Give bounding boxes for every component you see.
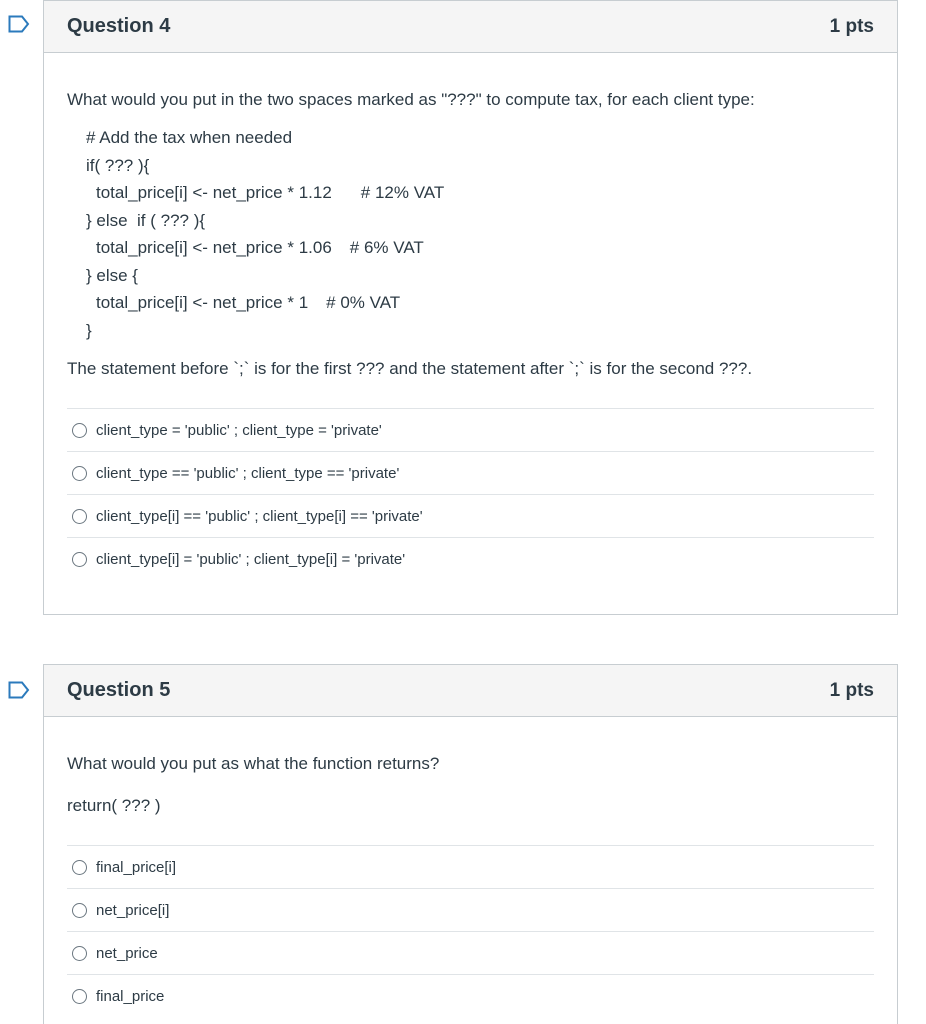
answer-label: client_type = 'public' ; client_type = 'private' (96, 421, 382, 439)
answer-label: client_type[i] == 'public' ; client_type[i] == 'private' (96, 507, 423, 525)
answer-option[interactable] (67, 495, 874, 538)
answer-label: final_price[i] (96, 858, 177, 876)
code-block (67, 124, 874, 344)
code-comment: # 0% VAT (326, 293, 401, 312)
question-5-header (44, 665, 897, 717)
radio-button[interactable] (72, 552, 87, 567)
question-points: 1 pts (829, 15, 874, 37)
code-line: } (86, 320, 92, 340)
answer-option[interactable] (67, 538, 874, 581)
answer-option[interactable] (67, 975, 874, 1018)
radio-button[interactable] (72, 423, 87, 438)
code-comment: # 6% VAT (349, 238, 424, 257)
question-note: The statement before `;` is for the first ??? and the statement after `;` is for the second ???. (67, 359, 753, 378)
answer-label: net_price[i] (96, 901, 170, 919)
question-prompt: What would you put in the two spaces marked as "???" to compute tax, for each client type: (67, 90, 755, 109)
question-4-header (44, 1, 897, 53)
question-title: Question 4 (67, 15, 171, 37)
question-title: Question 5 (67, 679, 171, 701)
code-line: # Add the tax when needed (86, 128, 293, 147)
code-line (86, 179, 874, 207)
code-line (86, 234, 874, 262)
question-5-body (44, 753, 897, 1018)
answer-option[interactable] (67, 846, 874, 889)
code-comment: # 12% VAT (360, 183, 445, 202)
radio-button[interactable] (72, 946, 87, 961)
code-line: } else { (86, 265, 138, 285)
radio-button[interactable] (72, 466, 87, 481)
radio-button[interactable] (72, 903, 87, 918)
answer-label: net_price (96, 944, 158, 962)
answer-option[interactable] (67, 409, 874, 452)
answer-option[interactable] (67, 889, 874, 932)
question-4-body (44, 89, 897, 581)
flag-question-4-icon[interactable] (8, 15, 30, 33)
code-line: } else if ( ??? ){ (86, 210, 206, 230)
answer-label: client_type[i] = 'public' ; client_type[i] = 'private' (96, 551, 406, 568)
code-line: return( ??? ) (67, 796, 161, 815)
question-points: 1 pts (829, 679, 874, 701)
answer-option[interactable] (67, 932, 874, 975)
flag-question-5-icon[interactable] (8, 681, 30, 699)
answer-list (67, 845, 874, 1018)
radio-button[interactable] (72, 989, 87, 1004)
question-4-card (43, 0, 898, 615)
answer-label: final_price (96, 988, 165, 1005)
code-statement: total_price[i] <- net_price * 1 (96, 293, 309, 312)
radio-button[interactable] (72, 860, 87, 875)
code-line: if( ??? ){ (86, 155, 150, 175)
question-prompt: What would you put as what the function returns? (67, 754, 440, 773)
code-statement: total_price[i] <- net_price * 1.06 (96, 238, 332, 257)
question-5-card (43, 664, 898, 1024)
radio-button[interactable] (72, 509, 87, 524)
code-line (86, 289, 874, 317)
answer-option[interactable] (67, 452, 874, 495)
answer-list (67, 408, 874, 581)
answer-label: client_type == 'public' ; client_type == 'private' (96, 464, 400, 482)
code-statement: total_price[i] <- net_price * 1.12 (96, 183, 332, 202)
